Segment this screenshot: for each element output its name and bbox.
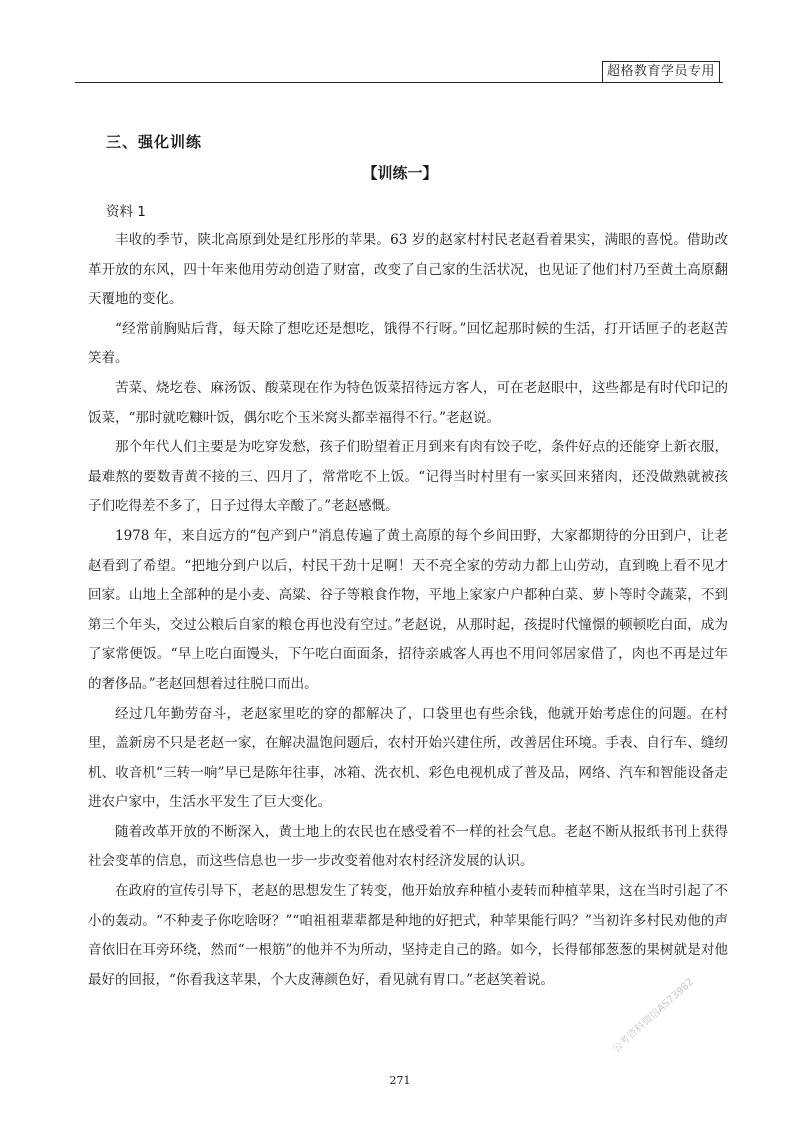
- training-title: 【训练一】: [362, 164, 438, 182]
- paragraph: “经常前胸贴后背，每天除了想吃还是想吃，饿得不行呀。”回忆起那时候的生活，打开话匣子的老赵苦笑着。: [88, 320, 728, 367]
- paragraph: 丰收的季节，陕北高原到处是红彤彤的苹果。63 岁的赵家村村民老赵看着果实，满眼的喜悦。借助改革开放的东风，四十年来他用劳动创造了财富，改变了自己家的生活状况，也见证了他们村乃至黄土高原翻天覆地的变化。: [88, 232, 728, 308]
- paragraph: 苦菜、烧圪卷、麻汤饭、酸菜现在作为特色饭菜招待远方客人，可在老赵眼中，这些都是有时代印记的饭菜，“那时就吃糠叶饭，偶尔吃个玉米窝头都幸福得不行。”老赵说。: [88, 379, 728, 426]
- paragraph: 1978 年，来自远方的“包产到户”消息传遍了黄土高原的每个乡间田野，大家都期待的分田到户，让老赵看到了希望。“把地分到户以后，村民干劲十足啊！天不亮全家的劳动力都上山劳动，直到晚上看不见才回家。山地上全部种的是小麦、高粱、谷子等粮食作物，平地上家家户户都种白菜、萝卜等时令蔬菜，不到第三个年头，交过公粮后自家的粮仓再也没有空过。”老赵说，从那时起，孩提时代憧憬的顿顿吃白面，成为了家常便饭。“早上吃白面馒头，下午吃白面面条，招待亲戚客人再也不用问邻居家借了，肉也不再是过年的奢侈品。”老赵回想着过往脱口而出。: [88, 527, 728, 692]
- header-tag: 超格教育学员专用: [602, 61, 720, 83]
- material-label: 资料 1: [106, 204, 146, 220]
- body-text: [88, 226, 728, 995]
- paragraph: 经过几年勤劳奋斗，老赵家里吃的穿的都解决了，口袋里也有些余钱，他就开始考虑住的问题。在村里，盖新房不只是老赵一家，在解决温饱问题后，农村开始兴建住所，改善居住环境。手表、自行车、缝纫机、收音机“三转一响”早已是陈年往事，冰箱、洗衣机、彩色电视机成了普及品，网络、汽车和智能设备走进农户家中，生活水平发生了巨大变化。: [88, 705, 728, 811]
- paragraph: 那个年代人们主要是为吃穿发愁，孩子们盼望着正月到来有肉有饺子吃，条件好点的还能穿上新衣服，最难熬的要数青黄不接的三、四月了，常常吃不上饭。“记得当时村里有一家买回来猪肉，还没做熟就被孩子们吃得差不多了，日子过得太辛酸了。”老赵感慨。: [88, 439, 728, 515]
- paragraph: 随着改革开放的不断深入，黄土地上的农民也在感受着不一样的社会气息。老赵不断从报纸书刊上获得社会变革的信息，而这些信息也一步一步改变着他对农村经济发展的认识。: [88, 823, 728, 870]
- page-number: 271: [389, 1074, 411, 1087]
- paragraph: 在政府的宣传引导下，老赵的思想发生了转变，他开始放弃种植小麦转而种植苹果，这在当时引起了不小的轰动。“不种麦子你吃啥呀？”“咱祖祖辈辈都是种地的好把式，种苹果能行吗？”当初许多村民劝他的声音依旧在耳旁环绕，然而“一根筋”的他并不为所动，坚持走自己的路。如今，长得郁郁葱葱的果树就是对他最好的回报，“你看我这苹果，个大皮薄颜色好，看见就有胃口。”老赵笑着说。: [88, 883, 728, 988]
- section-title: 三、强化训练: [106, 133, 203, 151]
- header-divider: [75, 82, 723, 83]
- watermark: 公考资料微信AS73982: [610, 976, 697, 1055]
